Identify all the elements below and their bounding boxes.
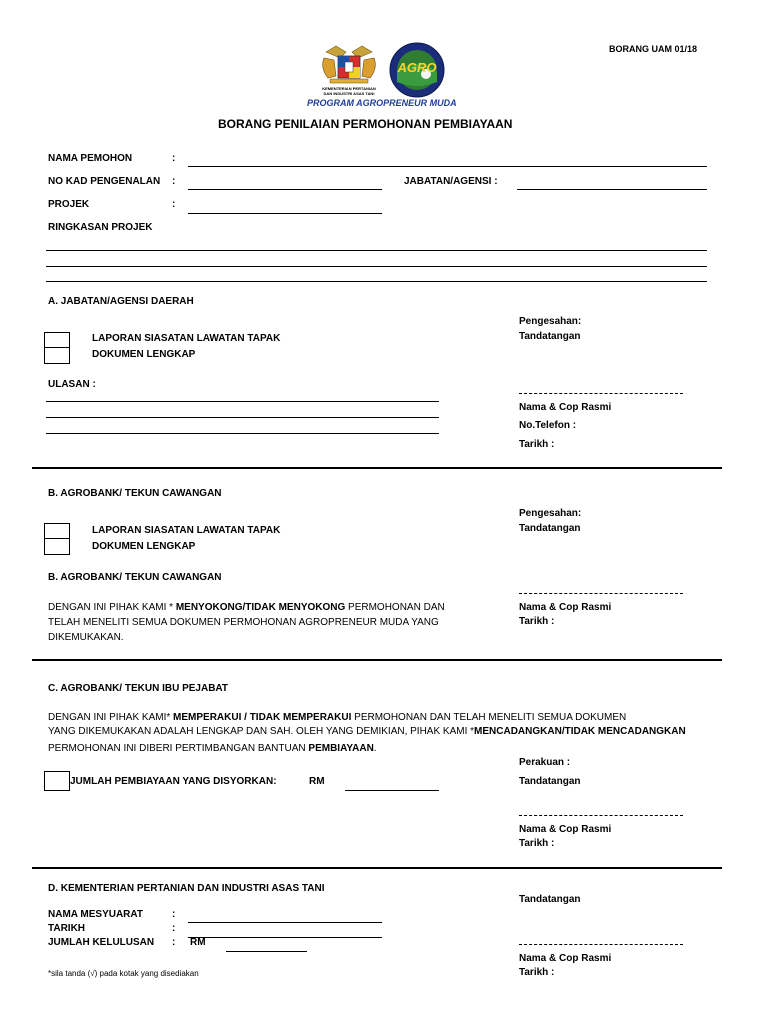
approval-statement-line-2: YANG DIKEMUKAKAN ADALAH LENGKAP DAN SAH. OLEH YANG DEMIKIAN, PIHAK KAMI *MENCADANGKAN/TIDAK MENCADANGKAN xyxy=(48,726,686,737)
applicant-name-label: NAMA PEMOHON xyxy=(48,153,133,164)
project-summary-line-2[interactable] xyxy=(46,266,707,267)
comments-label: ULASAN : xyxy=(48,379,96,390)
footnote: *sila tanda (√) pada kotak yang disediakan xyxy=(48,969,199,978)
section-b-title: B. AGROBANK/ TEKUN CAWANGAN xyxy=(48,488,222,499)
endorsement-label: Pengesahan: xyxy=(519,316,582,327)
meeting-date-label: TARIKH xyxy=(48,923,86,934)
signature-label: Tandatangan xyxy=(519,776,581,787)
recommended-amount-field[interactable] xyxy=(345,790,439,791)
comments-line-2[interactable] xyxy=(46,417,439,418)
ic-number-field[interactable] xyxy=(188,189,382,190)
name-stamp-label: Nama & Cop Rasmi xyxy=(519,824,612,835)
recommended-amount-label: JUMLAH PEMBIAYAAN YANG DISYORKAN: xyxy=(70,776,277,787)
colon: : xyxy=(172,153,176,164)
project-field[interactable] xyxy=(188,213,382,214)
project-label: PROJEK xyxy=(48,199,90,210)
signature-line[interactable] xyxy=(519,593,683,594)
department-label: JABATAN/AGENSI : xyxy=(404,176,498,187)
crest-caption-2: DAN INDUSTRI ASAS TANI xyxy=(323,91,375,96)
signature-label: Tandatangan xyxy=(519,331,581,342)
ministry-crest-logo xyxy=(318,44,380,98)
checkbox-complete-documents[interactable] xyxy=(44,538,70,555)
approval-statement-line-3: PERMOHONAN INI DIBERI PERTIMBANGAN BANTUAN PEMBIAYAAN. xyxy=(48,743,377,754)
site-visit-report-label: LAPORAN SIASATAN LAWATAN TAPAK xyxy=(92,333,281,344)
support-statement-line-3: DIKEMUKAKAN. xyxy=(48,632,124,643)
comments-line-1[interactable] xyxy=(46,401,439,402)
ic-number-label: NO KAD PENGENALAN xyxy=(48,176,161,187)
meeting-date-field[interactable] xyxy=(188,937,382,938)
support-statement-line-1: DENGAN INI PIHAK KAMI * MENYOKONG/TIDAK MENYOKONG PERMOHONAN DAN xyxy=(48,602,445,613)
date-label: Tarikh : xyxy=(519,439,555,450)
name-stamp-label: Nama & Cop Rasmi xyxy=(519,402,612,413)
section-divider xyxy=(32,467,722,469)
name-stamp-label: Nama & Cop Rasmi xyxy=(519,953,612,964)
endorsement-label: Pengesahan: xyxy=(519,508,582,519)
program-name: PROGRAM AGROPRENEUR MUDA xyxy=(307,98,457,108)
date-label: Tarikh : xyxy=(519,967,555,978)
form-title: BORANG PENILAIAN PERMOHONAN PEMBIAYAAN xyxy=(218,117,513,131)
date-label: Tarikh : xyxy=(519,616,555,627)
department-field[interactable] xyxy=(517,189,707,190)
phone-label: No.Telefon : xyxy=(519,420,577,431)
agro-logo xyxy=(386,42,448,98)
signature-label: Tandatangan xyxy=(519,894,581,905)
section-divider xyxy=(32,659,722,661)
complete-documents-label: DOKUMEN LENGKAP xyxy=(92,349,196,360)
colon: : xyxy=(172,923,176,934)
crest-caption-1: KEMENTERIAN PERTANIAN xyxy=(322,86,376,91)
name-stamp-label: Nama & Cop Rasmi xyxy=(519,602,612,613)
colon: : xyxy=(172,176,176,187)
colon: : xyxy=(172,199,176,210)
section-c-title: C. AGROBANK/ TEKUN IBU PEJABAT xyxy=(48,683,229,694)
approval-label: Perakuan : xyxy=(519,757,571,768)
currency-label: RM xyxy=(190,937,206,948)
approved-amount-field[interactable] xyxy=(226,951,307,952)
approval-statement-line-1: DENGAN INI PIHAK KAMI* MEMPERAKUI / TIDAK MEMPERAKUI PERMOHONAN DAN TELAH MENELITI SEMUA DOKUMEN xyxy=(48,712,627,723)
project-summary-label: RINGKASAN PROJEK xyxy=(48,222,153,233)
site-visit-report-label: LAPORAN SIASATAN LAWATAN TAPAK xyxy=(92,525,281,536)
support-statement-line-2: TELAH MENELITI SEMUA DOKUMEN PERMOHONAN AGROPRENEUR MUDA YANG xyxy=(48,617,439,628)
project-summary-line-1[interactable] xyxy=(46,250,707,251)
section-b-subtitle: B. AGROBANK/ TEKUN CAWANGAN xyxy=(48,572,222,583)
section-d-title: D. KEMENTERIAN PERTANIAN DAN INDUSTRI ASAS TANI xyxy=(48,883,325,894)
colon: : xyxy=(172,909,176,920)
checkbox-complete-documents[interactable] xyxy=(44,347,70,364)
signature-line[interactable] xyxy=(519,944,683,945)
complete-documents-label: DOKUMEN LENGKAP xyxy=(92,541,196,552)
date-label: Tarikh : xyxy=(519,838,555,849)
form-code: BORANG UAM 01/18 xyxy=(609,44,698,54)
project-summary-line-3[interactable] xyxy=(46,281,707,282)
signature-line[interactable] xyxy=(519,815,683,816)
signature-line[interactable] xyxy=(519,393,683,394)
approved-amount-label: JUMLAH KELULUSAN xyxy=(48,937,155,948)
meeting-name-field[interactable] xyxy=(188,922,382,923)
signature-label: Tandatangan xyxy=(519,523,581,534)
agro-logo-text: AGRO xyxy=(397,60,437,75)
checkbox-recommended-amount[interactable] xyxy=(44,771,70,791)
section-divider xyxy=(32,867,722,869)
section-a-title: A. JABATAN/AGENSI DAERAH xyxy=(48,296,194,307)
applicant-name-field[interactable] xyxy=(188,166,707,167)
colon: : xyxy=(172,937,176,948)
comments-line-3[interactable] xyxy=(46,433,439,434)
currency-label: RM xyxy=(309,776,325,787)
meeting-name-label: NAMA MESYUARAT xyxy=(48,909,143,920)
